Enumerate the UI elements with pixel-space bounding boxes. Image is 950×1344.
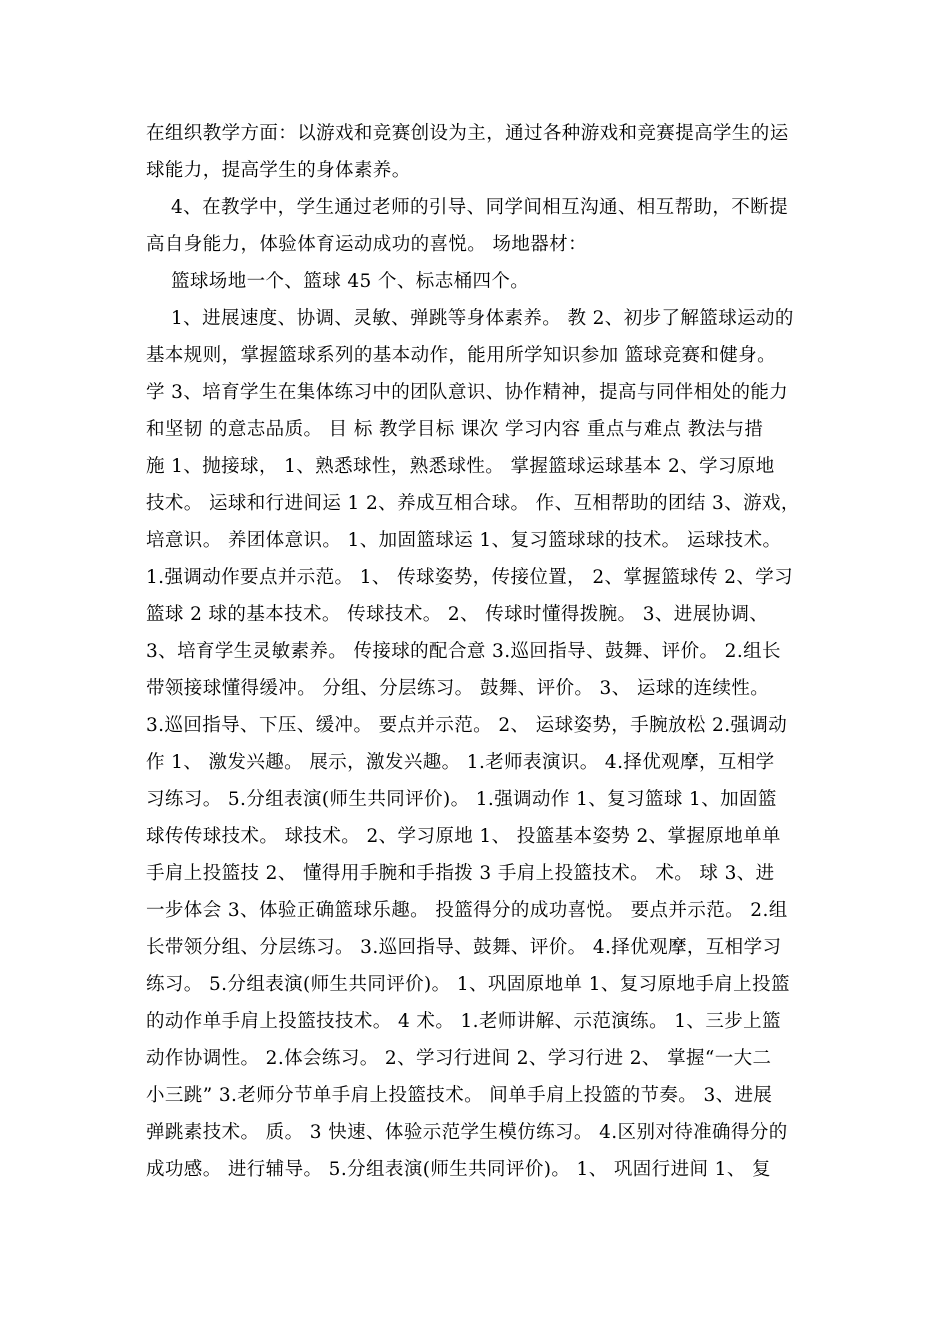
text-line: 弹跳素技术。 质。 3 快速、体验示范学生模仿练习。 4.区别对待准确得分的 [146,1122,788,1143]
text-line: 技术。 运球和行进间运 1 2、养成互相合球。 作、互相帮助的团结 3、游戏， [146,493,800,514]
text-line: 长带领分组、分层练习。 3.巡回指导、鼓舞、评价。 4.择优观摩，互相学习 [146,937,782,958]
text-line: 1.强调动作要点并示范。 1、 传球姿势，传接位置， 2、掌握篮球传 2、学习 [146,567,794,588]
text-line: 和坚韧 的意志品质。 目 标 教学目标 课次 学习内容 重点与难点 教法与措 [146,419,764,440]
text-line: 动作协调性。 2.体会练习。 2、学习行进间 2、学习行进 2、 掌握“一大二 [146,1048,772,1069]
text-line: 手肩上投篮技 2、 懂得用手腕和手指拨 3 手肩上投篮技术。 术。 球 3、进 [146,863,775,884]
text-line: 篮球场地一个、篮球 45 个、标志桶四个。 [171,271,530,292]
text-line: 3、培育学生灵敏素养。 传接球的配合意 3.巡回指导、鼓舞、评价。 2.组长 [146,641,781,662]
text-line: 3.巡回指导、下压、缓冲。 要点并示范。 2、 运球姿势，手腕放松 2.强调动 [146,715,788,736]
text-line: 的动作单手肩上投篮技技术。 4 术。 1.老师讲解、示范演练。 1、三步上篮 [146,1011,781,1032]
text-line: 基本规则，掌握篮球系列的基本动作，能用所学知识参加 篮球竞赛和健身。 [146,345,776,366]
text-line: 带领接球懂得缓冲。 分组、分层练习。 鼓舞、评价。 3、 运球的连续性。 [146,678,770,699]
text-line: 高自身能力，体验体育运动成功的喜悦。 场地器材： [146,234,587,255]
text-line: 1、进展速度、协调、灵敏、弹跳等身体素养。 教 2、初步了解篮球运动的 [171,308,794,329]
text-line: 小三跳” 3.老师分节单手肩上投篮技术。 间单手肩上投篮的节奏。 3、进展 [146,1085,773,1106]
text-line: 施 1、抛接球， 1、熟悉球性，熟悉球性。 掌握篮球运球基本 2、学习原地 [146,456,775,477]
text-line: 在组织教学方面：以游戏和竞赛创设为主，通过各种游戏和竞赛提高学生的运 [146,123,789,144]
text-line: 成功感。 进行辅导。 5.分组表演(师生共同评价)。 1、 巩固行进间 1、 复 [146,1159,771,1180]
text-line: 作 1、 激发兴趣。 展示，激发兴趣。 1.老师表演识。 4.择优观摩，互相学 [146,752,775,773]
text-line: 一步体会 3、体验正确篮球乐趣。 投篮得分的成功喜悦。 要点并示范。 2.组 [146,900,788,921]
text-line: 学 3、培育学生在集体练习中的团队意识、协作精神，提高与同伴相处的能力 [146,382,789,403]
text-line: 篮球 2 球的基本技术。 传球技术。 2、 传球时懂得拨腕。 3、进展协调、 [146,604,769,625]
text-line: 4、在教学中，学生通过老师的引导、同学间相互沟通、相互帮助，不断提 [171,197,788,218]
text-line: 培意识。 养团体意识。 1、加固篮球运 1、复习篮球球的技术。 运球技术。 [146,530,782,551]
text-line: 球传传球技术。 球技术。 2、学习原地 1、 投篮基本姿势 2、掌握原地单单 [146,826,781,847]
text-line: 习练习。 5.分组表演(师生共同评价)。 1.强调动作 1、复习篮球 1、加固篮 [146,789,777,810]
text-line: 球能力，提高学生的身体素养。 [146,160,411,181]
text-line: 练习。 5.分组表演(师生共同评价)。 1、巩固原地单 1、复习原地手肩上投篮 [146,974,790,995]
